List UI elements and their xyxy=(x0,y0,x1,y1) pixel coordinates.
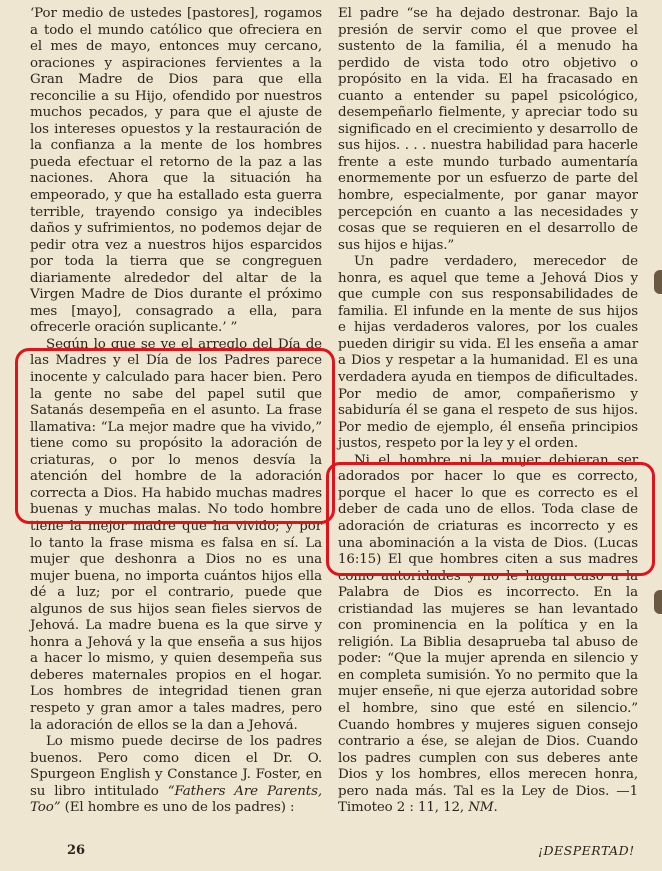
citation-abbr: NM xyxy=(468,800,494,816)
citation-end: . xyxy=(493,800,498,816)
book-title-after: (El hombre es uno de los padres) : xyxy=(60,800,295,816)
binding-hole-mark-lower xyxy=(654,590,662,614)
paragraph-true-father: Un padre verdadero, merecedor de honra, es aquel que teme a Jehová Dios y que cumple con sus responsabilidades de familia. El infunde en la mente de sus hijos e hijas verdaderos valores, por los cuales pueden dirigir su vida. El les enseña a amar a Dios y respetar a la humanidad. El es una verdadera ayuda en tiempos de dificultades. Por medio de amor, compañerismo y sabiduría él se gana el respeto de sus hijos. Por medio de ejemplo, él enseña principios justos, respeto por la ley y el orden. xyxy=(338,254,638,452)
right-column xyxy=(338,6,638,817)
paragraph-mothers-day: Según lo que se ve el arreglo del Día de las Madres y el Día de los Padres parece inocente y calculado para hacer bien. Pero la gente no sabe del papel sutil que Satanás desempeña en el asunto. La frase llamativa: “La mejor madre que ha vivido,” tiene como su propósito la adoración de criaturas, o por lo menos desvía la atención del hombre de la adoración correcta a Dios. Ha habido muchas madres buenas y muchas malas. No todo hombre tiene la mejor madre que ha vivido; y por lo tanto la frase misma es falsa en sí. La mujer que deshonra a Dios no es una mujer buena, no importa cuántos hijos ella dé a luz; por el contrario, puede que algunos de sus hijos sean fieles siervos de Jehová. La madre buena es la que sirve y honra a Jehová y la que enseña a sus hijos a hacer lo mismo, y quien desempeña sus deberes maternales propios en el hogar. Los hombres de integridad tienen gran respeto y gran amor a tales madres, pero la adoración de ellos se la dan a Jehová. xyxy=(30,336,322,733)
paragraph-father-quote: El padre “se ha dejado destronar. Bajo la presión de servir como el que provee el sustento de la familia, él a menudo ha perdido de vista todo otro objetivo o propósito en la vida. El ha fracasado en cuanto a entender su papel psicológico, desempeñarlo fielmente, y apreciar todo su significado en el crecimiento y desarrollo de sus hijos. . . . nuestra habilidad para hacerle frente a este mundo turbado aumentaría enormemente por un esfuerzo de parte del hombre, especialmente, por ganar mayor percepción en cuanto a las necesidades y cosas que se requieren en el desarrollo de sus hijos e hijas.” xyxy=(338,6,638,253)
book-title: “Fathers Are Parents, Too” xyxy=(30,783,322,816)
left-column xyxy=(30,6,322,817)
good-fathers-text: Lo mismo puede decirse de los padres buenos. Pero como dicen el Dr. O. Spurgeon English y Constance J. Foster, en su libro intitulado xyxy=(30,734,322,799)
binding-hole-mark xyxy=(654,270,662,294)
page-number: 26 xyxy=(67,843,86,858)
worship-text: Ni el hombre ni la mujer debieran ser adorados por hacer lo que es correcto, porque el hacer lo que es correcto es el deber de cada uno de ellos. Toda clase de adoración de criaturas es incorrecto y es una abominación a la vista de Dios. (Lucas 16:15) El que hombres citen a sus madres como autoridades y no le hagan caso a la Palabra de Dios es incorrecto. En la cristiandad las mujeres se han levantado con prominencia en la política y en la religión. La Biblia desaprueba tal abuso de poder: “Que la mujer aprenda en silencio y en completa sumisión. Yo no permito que la mujer enseñe, ni que ejerza autoridad sobre el hombre, sino que esté en silencio.” Cuando hombres y mujeres siguen consejo contrario a ése, se alejan de Dios. Cuando los padres cumplen con sus deberes ante Dios y los hombres, ellos merecen honra, pero nada más. Tal es la Ley de Dios. —1 Timoteo 2 : 11, 12, xyxy=(338,452,638,816)
paragraph-worship xyxy=(338,453,638,817)
paragraph-encyclical-quote: ‘Por medio de ustedes [pastores], rogamos a todo el mundo católico que ofreciera en el mes de mayo, entonces muy cercano, oraciones y aspiraciones fervientes a la Gran Madre de Dios para que ella reconcilie a su Hijo, ofendido por nuestros muchos pecados, y para que el ajuste de los intereses opuestos y la restauración de la confianza a la mente de los hombres pueda efectuar el retorno de la paz a las naciones. Ahora que la situación ha empeorado, y que ha estallado esta guerra terrible, trayendo consigo ya indecibles daños y sufrimientos, no podemos dejar de pedir otra vez a nuestros hijos esparcidos por toda la tierra que se congreguen diariamente alrededor del altar de la Virgen Madre de Dios durante el próximo mes [mayo], consagrado a ella, para ofrecerle oración suplicante.’ ” xyxy=(30,6,322,336)
magazine-title: ¡DESPERTAD! xyxy=(538,843,635,858)
paragraph-good-fathers xyxy=(30,734,322,817)
